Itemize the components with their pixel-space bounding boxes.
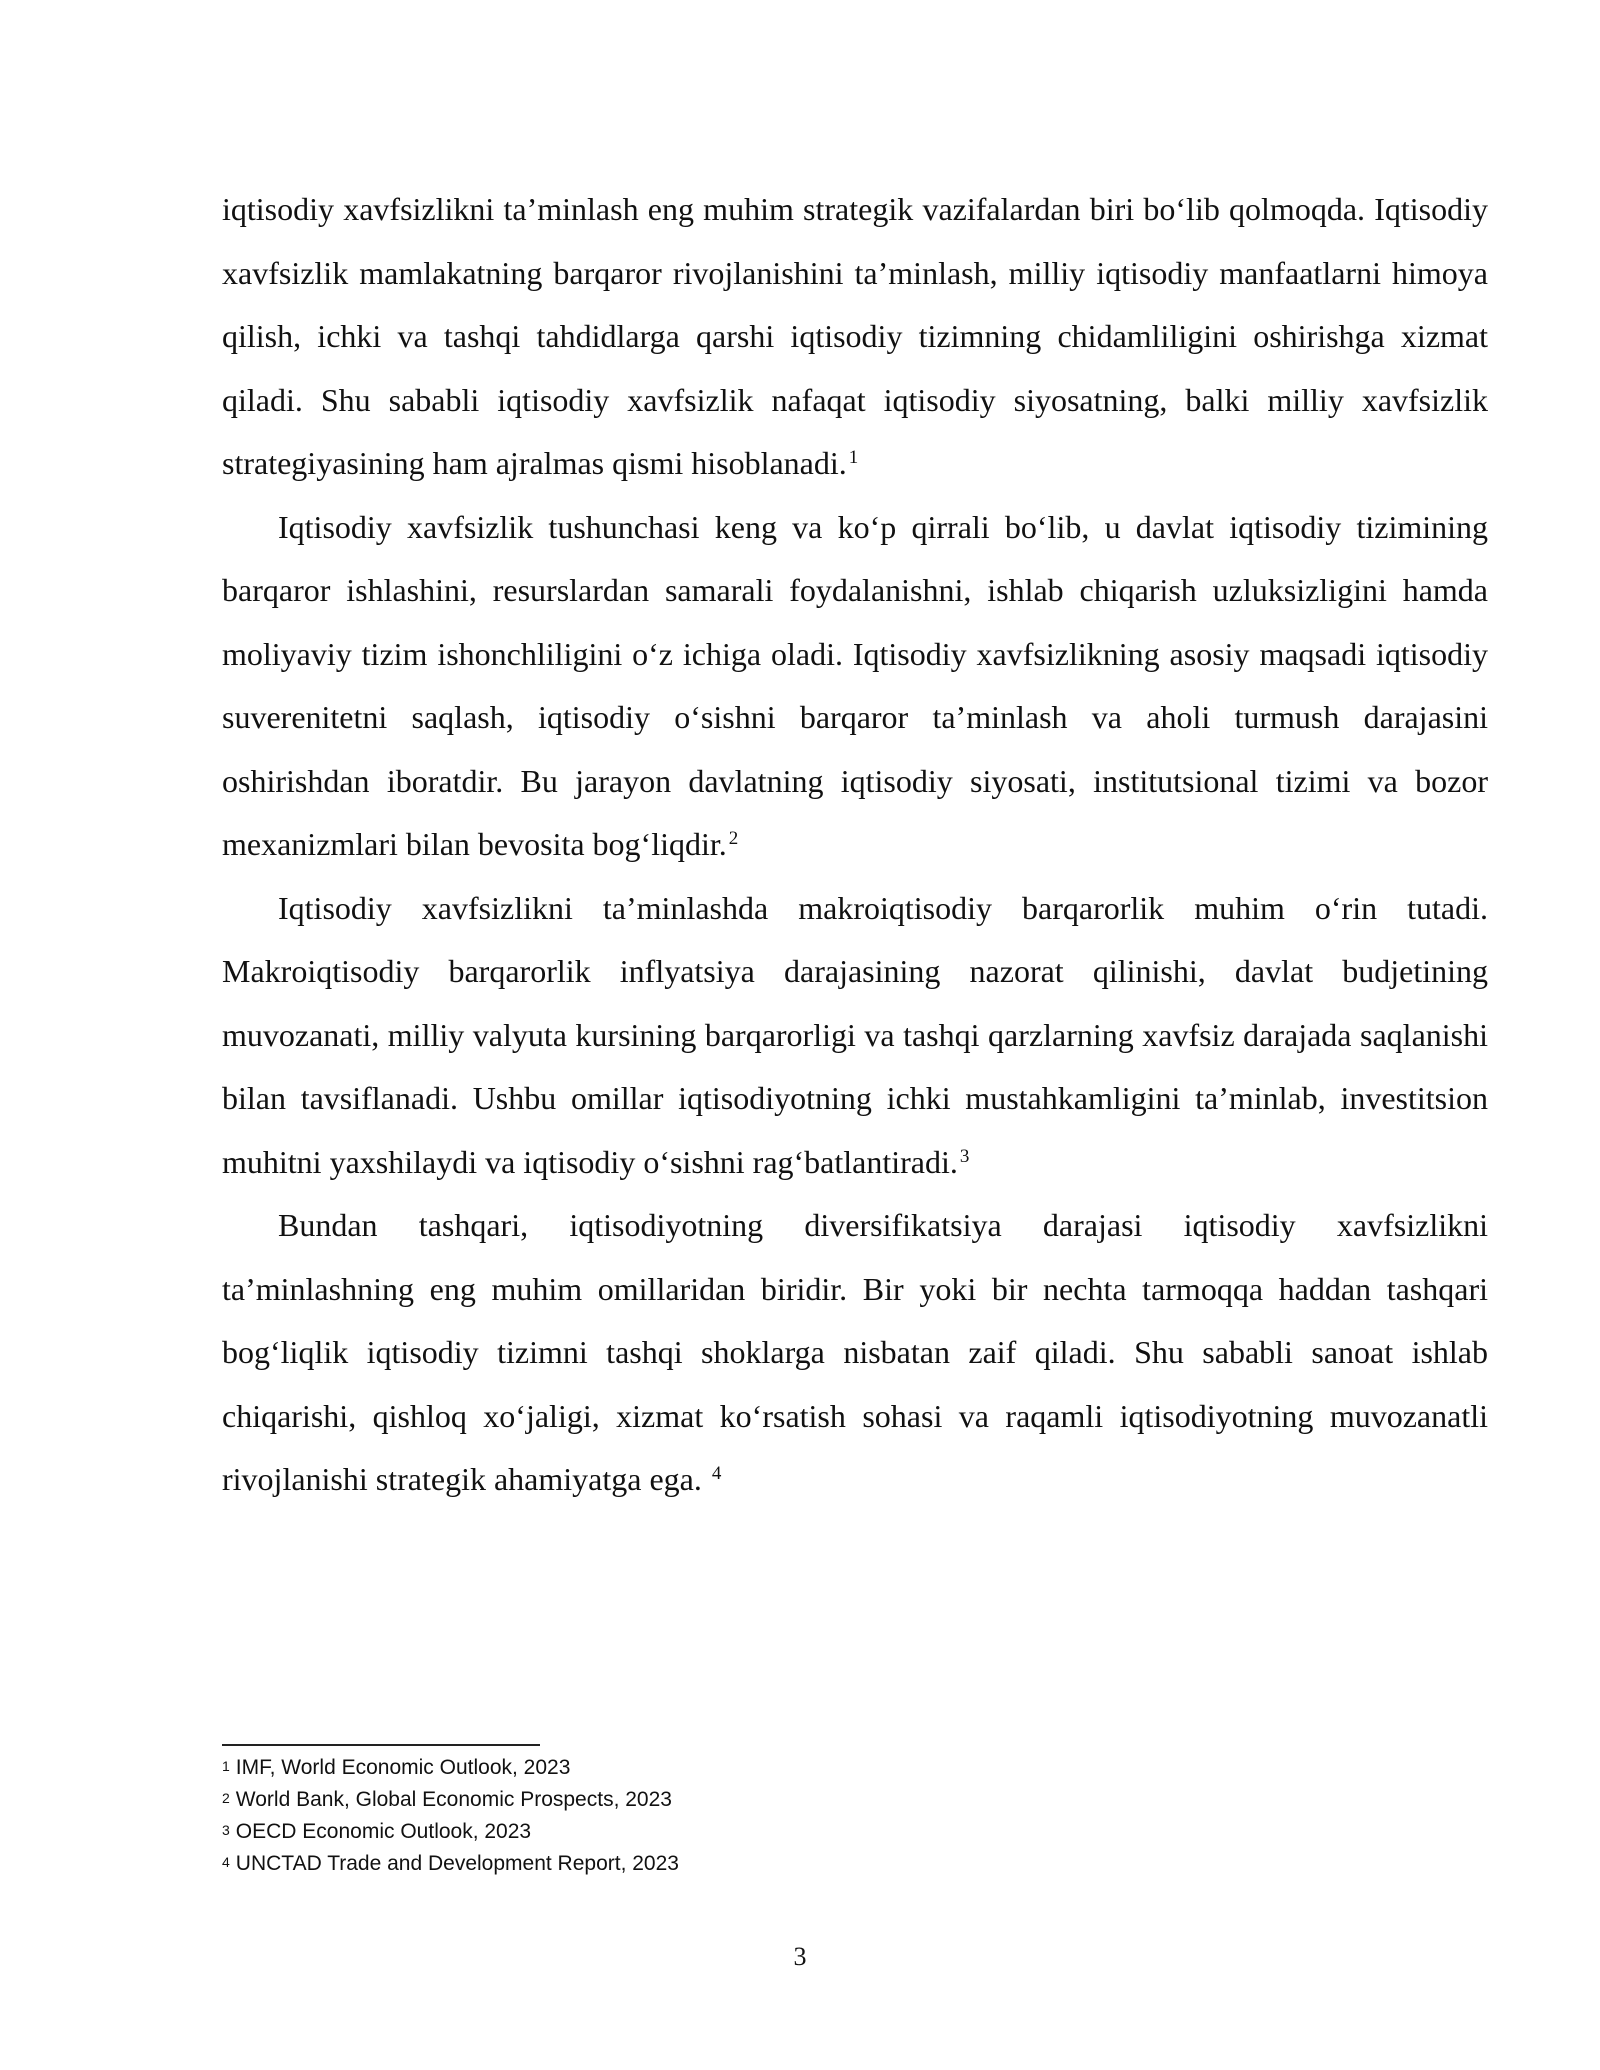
- footnote-number: 3: [222, 1822, 230, 1838]
- footnote-text: World Bank, Global Economic Prospects, 2023: [235, 1788, 672, 1811]
- footnote-reference[interactable]: 2: [728, 828, 739, 849]
- body-text: [222, 178, 1488, 1512]
- footnote-reference[interactable]: 4: [711, 1463, 722, 1484]
- page-number: 3: [793, 1942, 807, 1971]
- paragraph: [222, 1194, 1488, 1512]
- footnote: [222, 1816, 1222, 1848]
- footnote-text: IMF, World Economic Outlook, 2023: [235, 1756, 571, 1779]
- paragraph-text: Bundan tashqari, iqtisodiyotning diversifikatsiya darajasi iqtisodiy xavfsizlikni ta’minlashning eng muhim omillaridan biridir. Bir yoki bir nechta tarmoqqa haddan tashqari bog‘liqlik iqtisodiy tizimni tashqi shoklarga nisbatan zaif qiladi. Shu sababli sanoat ishlab chiqarishi, qishloq xo‘jaligi, xizmat ko‘rsatish sohasi va raqamli iqtisodiyotning muvozanatli rivojlanishi strategik ahamiyatga ega.: [222, 1207, 1488, 1497]
- footnote: [222, 1848, 1222, 1880]
- footnote: [222, 1752, 1222, 1784]
- footnotes: [222, 1752, 1222, 1880]
- paragraph-text: Iqtisodiy xavfsizlikni ta’minlashda makroiqtisodiy barqarorlik muhim o‘rin tutadi. Makroiqtisodiy barqarorlik inflyatsiya darajasining nazorat qilinishi, davlat budjetining muvozanati, milliy valyuta kursining barqarorligi va tashqi qarzlarning xavfsiz darajada saqlanishi bilan tavsiflanadi. Ushbu omillar iqtisodiyotning ichki mustahkamligini ta’minlab, investitsion muhitni yaxshilaydi va iqtisodiy o‘sishni rag‘batlantiradi.: [222, 889, 1488, 1180]
- footnote: [222, 1784, 1222, 1816]
- footnote-text: OECD Economic Outlook, 2023: [235, 1820, 532, 1843]
- paragraph-text: iqtisodiy xavfsizlikni ta’minlash eng muhim strategik vazifalardan biri bo‘lib qolmoqda. Iqtisodiy xavfsizlik mamlakatning barqaror rivojlanishini ta’minlash, milliy iqtisodiy manfaatlarni himoya qilish, ichki va tashqi tahdidlarga qarshi iqtisodiy tizimning chidamliligini oshirishga xizmat qiladi. Shu sababli iqtisodiy xavfsizlik nafaqat iqtisodiy siyosatning, balki milliy xavfsizlik strategiyasining ham ajralmas qismi hisoblanadi.: [222, 191, 1488, 481]
- paragraph: [222, 496, 1488, 877]
- paragraph: [222, 877, 1488, 1195]
- footnote-number: 4: [222, 1854, 230, 1870]
- footnote-reference[interactable]: 3: [959, 1145, 970, 1167]
- footnote-separator: [222, 1744, 540, 1746]
- footnote-reference[interactable]: 1: [848, 447, 859, 468]
- footnote-number: 2: [222, 1790, 230, 1806]
- footnote-number: 1: [222, 1758, 230, 1774]
- footnote-text: UNCTAD Trade and Development Report, 2023: [235, 1852, 679, 1875]
- paragraph: [222, 178, 1488, 496]
- paragraph-text: Iqtisodiy xavfsizlik tushunchasi keng va ko‘p qirrali bo‘lib, u davlat iqtisodiy tizimining barqaror ishlashini, resurslardan samarali foydalanishni, ishlab chiqarish uzluksizligini hamda moliyaviy tizim ishonchliligini o‘z ichiga oladi. Iqtisodiy xavfsizlikning asosiy maqsadi iqtisodiy suverenitetni saqlash, iqtisodiy o‘sishni barqaror ta’minlash va aholi turmush darajasini oshirishdan iboratdir. Bu jarayon davlatning iqtisodiy siyosati, institutsional tizimi va bozor mexanizmlari bilan bevosita bog‘liqdir.: [222, 508, 1488, 862]
